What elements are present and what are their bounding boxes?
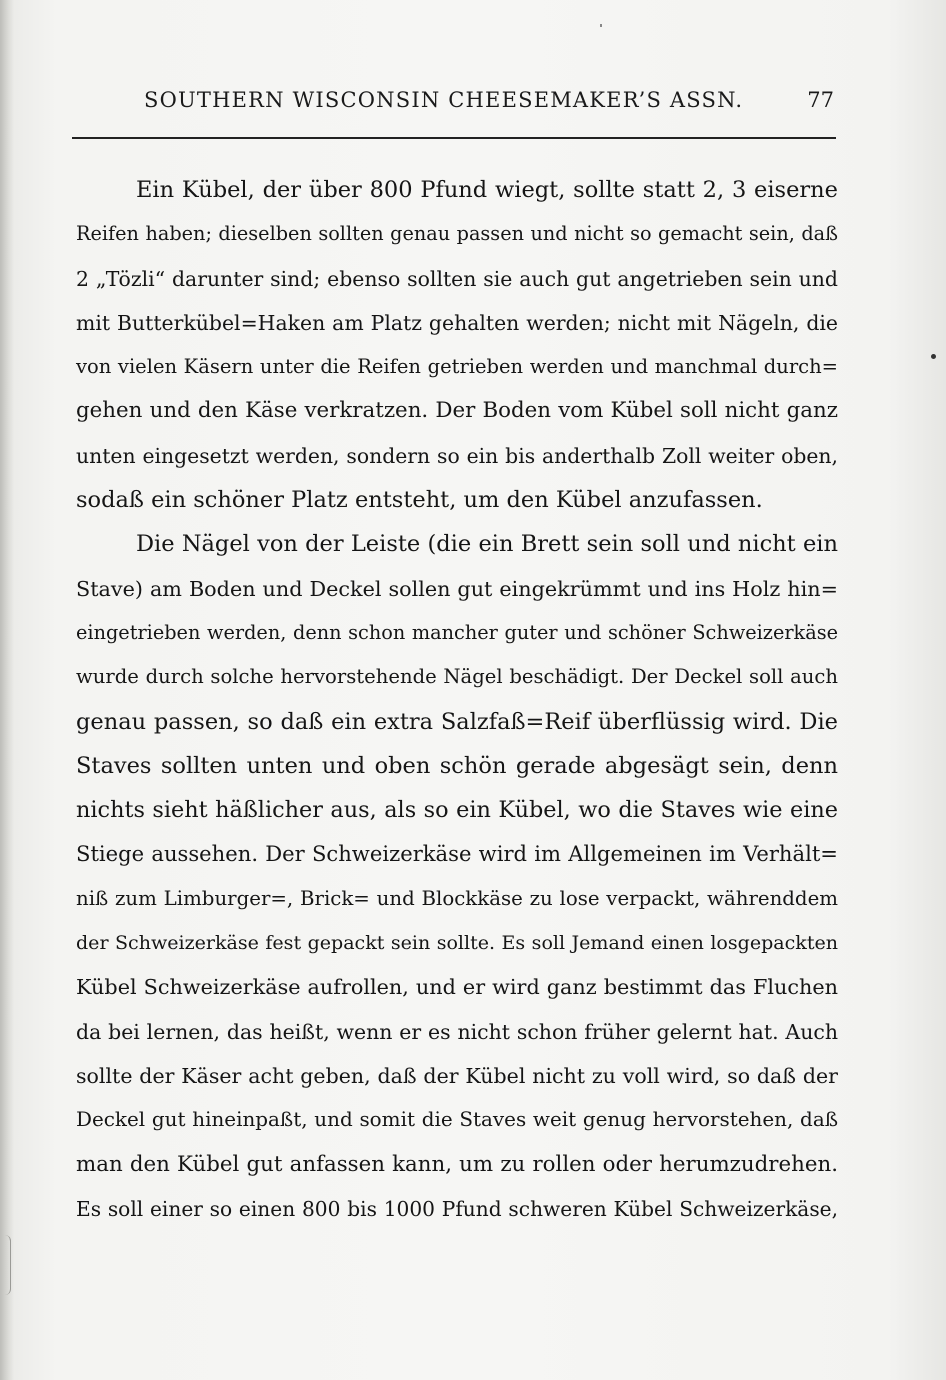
paragraph-1 bbox=[76, 168, 838, 522]
text-line: Stiege aussehen. Der Schweizerkäse wird im Allgemeinen im Verhält= bbox=[76, 841, 838, 867]
running-header-title: SOUTHERN WISCONSIN CHEESEMAKER’S ASSN. bbox=[144, 88, 744, 112]
header-rule bbox=[72, 137, 836, 139]
text-line: 2 „Tözli“ darunter sind; ebenso sollten sie auch gut angetrieben sein und bbox=[76, 266, 838, 291]
text-line: niß zum Limburger=, Brick= und Blockkäse zu lose verpackt, währenddem bbox=[76, 886, 838, 910]
page-binding-edge bbox=[0, 0, 14, 1380]
running-header bbox=[72, 88, 838, 132]
margin-mark bbox=[4, 1235, 11, 1295]
text-line: mit Butterkübel=Haken am Platz gehalten werden; nicht mit Nägeln, die bbox=[76, 310, 838, 335]
text-line: sodaß ein schöner Platz entsteht, um den Kübel anzufassen. bbox=[76, 487, 763, 514]
text-line: sollte der Käser acht geben, daß der Kübel nicht zu voll wird, so daß der bbox=[76, 1063, 838, 1088]
text-line: man den Kübel gut anfassen kann, um zu rollen oder herumzudrehen. bbox=[76, 1151, 838, 1177]
text-line: Reifen haben; dieselben sollten genau passen und nicht so gemacht sein, daß bbox=[76, 222, 838, 246]
text-line: Ein Kübel, der über 800 Pfund wiegt, sollte statt 2, 3 eiserne bbox=[136, 177, 838, 203]
text-line: eingetrieben werden, denn schon mancher guter und schöner Schweizerkäse bbox=[76, 620, 838, 644]
text-line: Staves sollten unten und oben schön gerade abgesägt sein, denn bbox=[76, 752, 838, 779]
paper-speck bbox=[600, 24, 602, 27]
text-line: von vielen Käsern unter die Reifen getrieben werden und manchmal durch= bbox=[76, 355, 838, 379]
text-line: unten eingesetzt werden, sondern so ein bis anderthalb Zoll weiter oben, bbox=[76, 443, 838, 468]
text-line: genau passen, so daß ein extra Salzfaß=Reif überflüssig wird. Die bbox=[76, 708, 838, 735]
text-line: der Schweizerkäse fest gepackt sein sollte. Es soll Jemand einen losgepackten bbox=[76, 932, 838, 955]
text-line: Die Nägel von der Leiste (die ein Brett sein soll und nicht ein bbox=[136, 531, 838, 558]
page-number: 77 bbox=[807, 88, 834, 112]
text-line: gehen und den Käse verkratzen. Der Boden vom Kübel soll nicht ganz bbox=[76, 398, 838, 424]
text-line: wurde durch solche hervorstehende Nägel beschädigt. Der Deckel soll auch bbox=[76, 665, 838, 689]
margin-dot bbox=[931, 354, 936, 359]
body-text bbox=[76, 168, 838, 1231]
text-line: Stave) am Boden und Deckel sollen gut eingekrümmt und ins Holz hin= bbox=[76, 576, 838, 601]
paragraph-2 bbox=[76, 522, 838, 1231]
text-line: Kübel Schweizerkäse aufrollen, und er wird ganz bestimmt das Fluchen bbox=[76, 975, 838, 1000]
text-line: Es soll einer so einen 800 bis 1000 Pfund schweren Kübel Schweizerkäse, bbox=[76, 1196, 838, 1221]
text-line: nichts sieht häßlicher aus, als so ein Kübel, wo die Staves wie eine bbox=[76, 797, 838, 824]
text-line: da bei lernen, das heißt, wenn er es nicht schon früher gelernt hat. Auch bbox=[76, 1019, 838, 1044]
text-line: Deckel gut hineinpaßt, und somit die Staves weit genug hervorstehen, daß bbox=[76, 1108, 838, 1132]
